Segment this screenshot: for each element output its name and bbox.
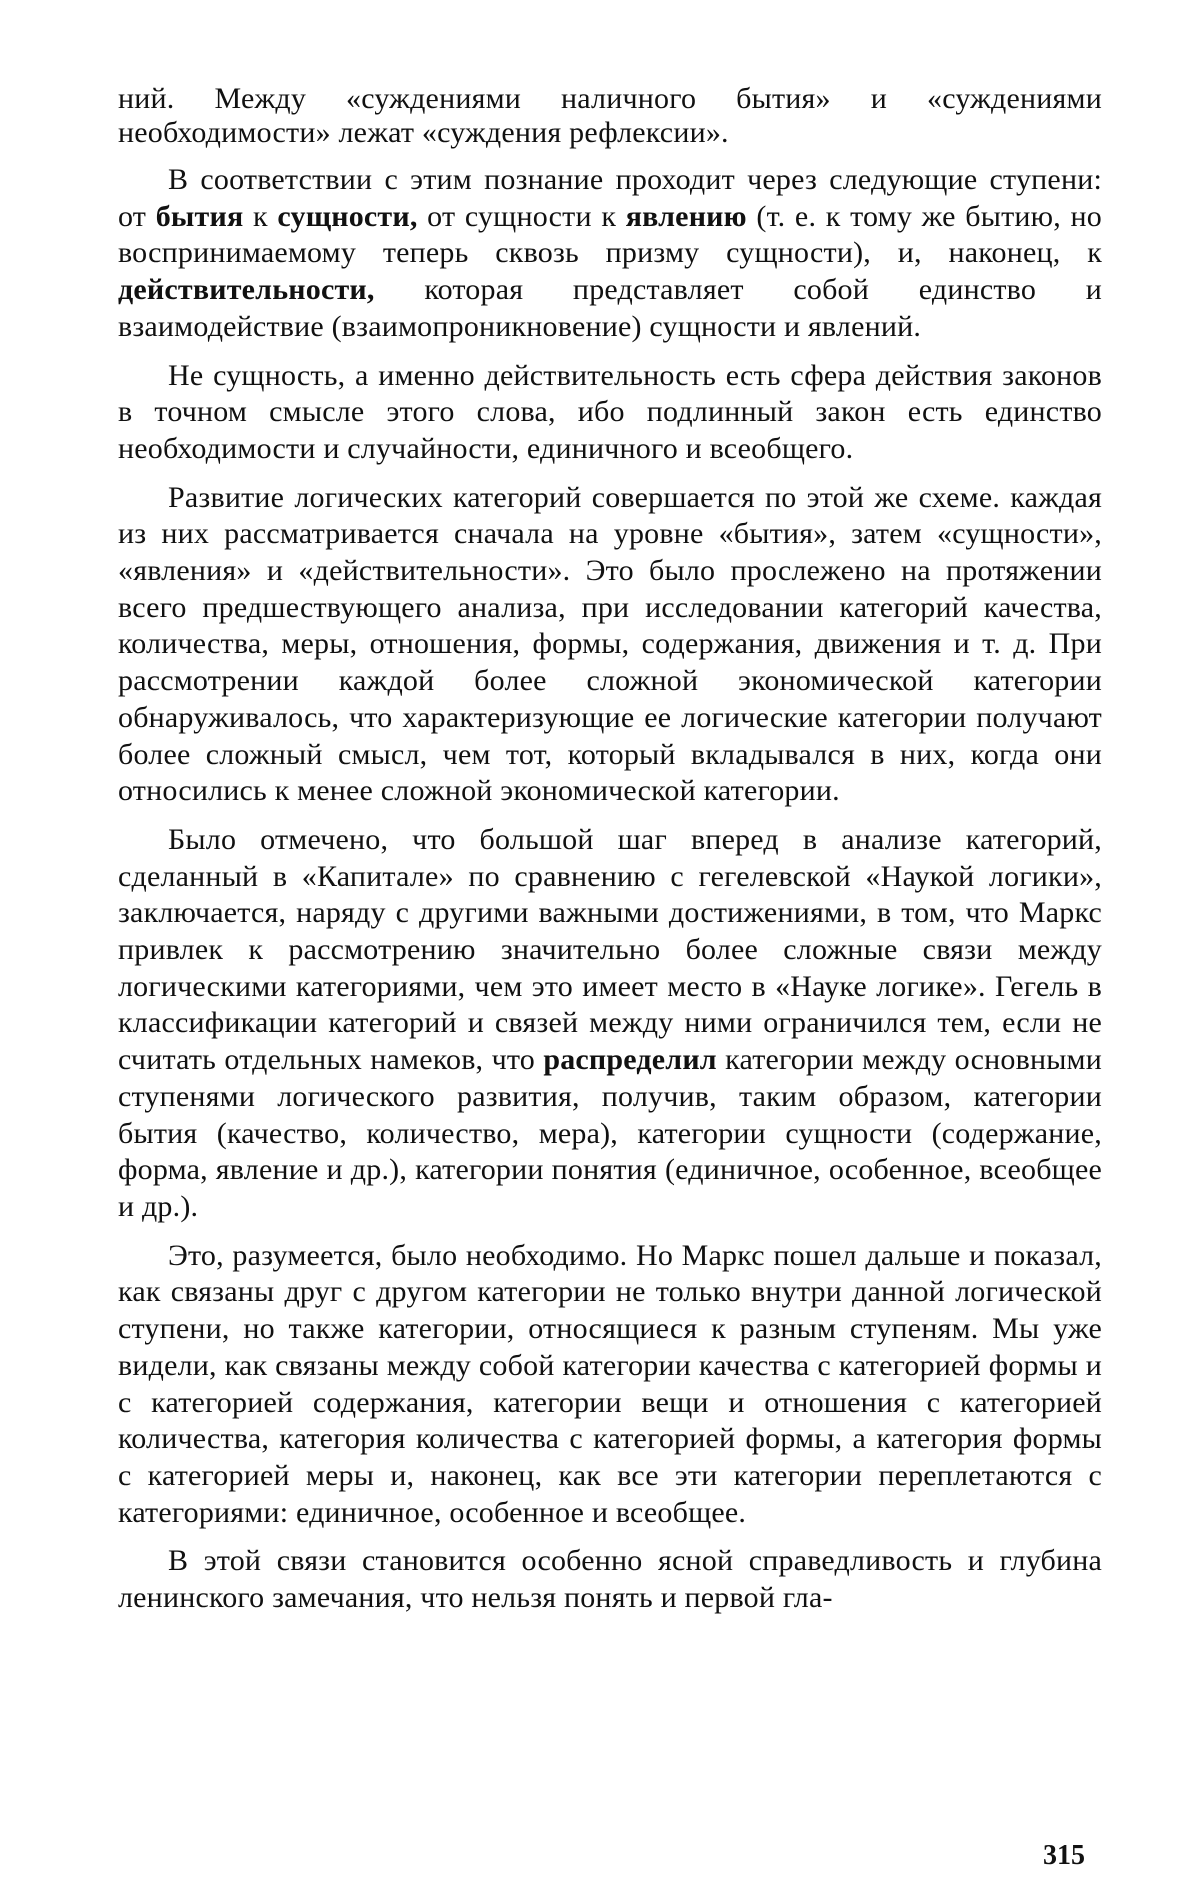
bold-term: сущности, bbox=[277, 199, 418, 233]
paragraph-text: которая представляет собой единство и взаимодействие (взаимопроникновение) сущности и явлений. bbox=[118, 273, 1102, 343]
page-number: 315 bbox=[1043, 1840, 1085, 1871]
paragraph-text: В соответствии с этим познание проходит через следующие ступени: от bbox=[118, 163, 1102, 233]
paragraph-text: В этой связи становится особенно ясной справедливость и глубина ленинского замечания, что нельзя понять и первой гла- bbox=[118, 1544, 1102, 1615]
bold-term: бытия bbox=[155, 199, 244, 233]
paragraph-6 bbox=[118, 1238, 1102, 1532]
bold-term: действительности, bbox=[118, 273, 375, 307]
paragraph-1 bbox=[118, 82, 1102, 150]
paragraph-text: Развитие логических категорий совершается по этой же схеме. каждая из них рассматривается сначала на уровне «бытия», затем «сущности», «явления» и «действительности». Это было прослежено на протяжении всего предшествующего анализа, при исследовании категорий качества, количества, меры, отношения, формы, содержания, движения и т. д. При рассмотрении каждой более сложной экономической категории обнаруживалось, что характеризующие ее логические категории получают более сложный смысл, чем тот, который вкладывался в них, когда они относились к менее сложной экономической категории. bbox=[118, 480, 1102, 808]
paragraph-text: Было отмечено, что большой шаг вперед в анализе категорий, сделанный в «Капитале» по сравнению с гегелевской «Наукой логики», заключается, наряду с другими важными достижениями, в том, что Маркс привлек к рассмотрению значительно более сложные связи между логическими категориями, чем это имеет место в «Науке логике». Гегель в классификации категорий и связей между ними ограничился тем, если не считать отдельных намеков, что bbox=[118, 822, 1102, 1077]
book-page bbox=[118, 82, 1102, 1629]
paragraph-text: (т. е. к тому же бытию, но воспринимаемому теперь сквозь призму сущности), и, наконец, к bbox=[118, 199, 1103, 270]
paragraph-5 bbox=[118, 822, 1102, 1226]
paragraph-4 bbox=[118, 480, 1102, 810]
paragraph-2 bbox=[118, 162, 1102, 346]
paragraph-text: от сущности к bbox=[417, 199, 626, 233]
bold-term: распределил bbox=[543, 1043, 717, 1077]
bold-term: явлению bbox=[625, 199, 747, 233]
paragraph-7 bbox=[118, 1543, 1102, 1616]
paragraph-text: к bbox=[243, 199, 278, 233]
paragraph-text: ний. Между «суждениями наличного бытия» и «суждениями необходимости» лежат «суждения рефлексии». bbox=[118, 82, 1102, 149]
paragraph-text: Это, разумеется, было необходимо. Но Маркс пошел дальше и показал, как связаны друг с другом категории не только внутри данной логической ступени, но также категории, относящиеся к разным ступеням. Мы уже видели, как связаны между собой категории качества с категорией формы и с категорией содержания, категории вещи и отношения с категорией количества, категория количества с категорией формы, а категория формы с категорией меры и, наконец, как все эти категории переплетаются с категориями: единичное, особенное и всеобщее. bbox=[118, 1238, 1102, 1529]
paragraph-text: Не сущность, а именно действительность есть сфера действия законов в точном смысле этого слова, ибо подлинный закон есть единство необходимости и случайности, единичного и всеобщего. bbox=[118, 358, 1102, 465]
paragraph-text: категории между основными ступенями логического развития, получив, таким образом, категории бытия (качество, количество, мера), категории сущности (содержание, форма, явление и др.), категории понятия (единичное, особенное, всеобщее и др.). bbox=[118, 1043, 1102, 1223]
paragraph-3 bbox=[118, 358, 1102, 468]
